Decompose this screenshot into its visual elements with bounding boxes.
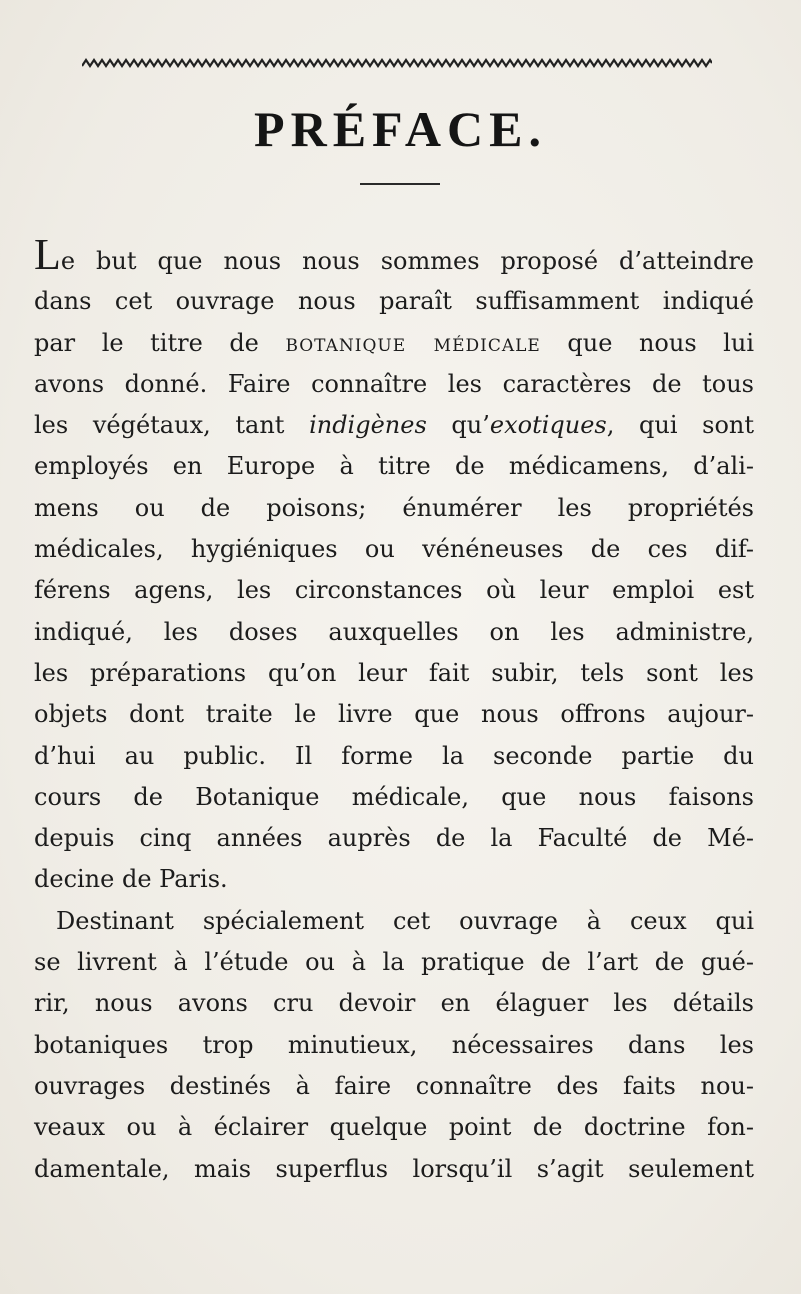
drop-cap: L (34, 230, 61, 279)
text-line: objets dont traite le livre que nous offrons aujour- (34, 700, 754, 729)
text-line: Destinant spécialement cet ouvrage à ceux qui (56, 906, 754, 935)
text-line: cours de Botanique médicale, que nous faisons (34, 782, 754, 811)
title-rule (360, 183, 440, 185)
text-line: veaux ou à éclairer quelque point de doctrine fon- (34, 1113, 754, 1142)
text-line: Le but que nous nous sommes proposé d’atteindre (34, 230, 754, 279)
text-line: employés en Europe à titre de médicamens, d’ali- (34, 452, 754, 481)
text-line: dans cet ouvrage nous paraît suffisamment indiqué (34, 287, 754, 316)
small-caps-title: botanique médicale (285, 328, 541, 357)
page-title: PRÉFACE. (254, 101, 547, 157)
text-line: indiqué, les doses auxquelles on les administre, (34, 617, 754, 646)
text-line: férens agens, les circonstances où leur emploi est (34, 576, 754, 605)
text-line: mens ou de poisons; énumérer les propriétés (34, 493, 754, 522)
body-text (34, 230, 754, 1190)
text-line: par le titre de botanique médicale que nous lui (34, 328, 754, 357)
text-line: les préparations qu’on leur fait subir, tels sont les (34, 658, 754, 687)
ornamental-border (82, 54, 712, 72)
text-line: damentale, mais superflus lorsqu’il s’agit seulement (34, 1154, 754, 1183)
text-line: depuis cinq années auprès de la Faculté de Mé- (34, 824, 754, 853)
text-line: les végétaux, tant indigènes qu’exotiques, qui sont (34, 411, 754, 440)
text-line: rir, nous avons cru devoir en élaguer les détails (34, 989, 754, 1018)
text-line: ouvrages destinés à faire connaître des faits nou- (34, 1071, 754, 1100)
italic-word: indigènes (309, 411, 427, 440)
text-line: avons donné. Faire connaître les caractères de tous (34, 369, 754, 398)
text-line: botaniques trop minutieux, nécessaires dans les (34, 1030, 754, 1059)
text-line: decine de Paris. (34, 865, 228, 894)
text-line: médicales, hygiéniques ou vénéneuses de ces dif- (34, 535, 754, 564)
text-line: se livrent à l’étude ou à la pratique de l’art de gué- (34, 948, 754, 977)
text-line: d’hui au public. Il forme la seconde partie du (34, 741, 754, 770)
italic-word: exotiques (489, 411, 607, 440)
